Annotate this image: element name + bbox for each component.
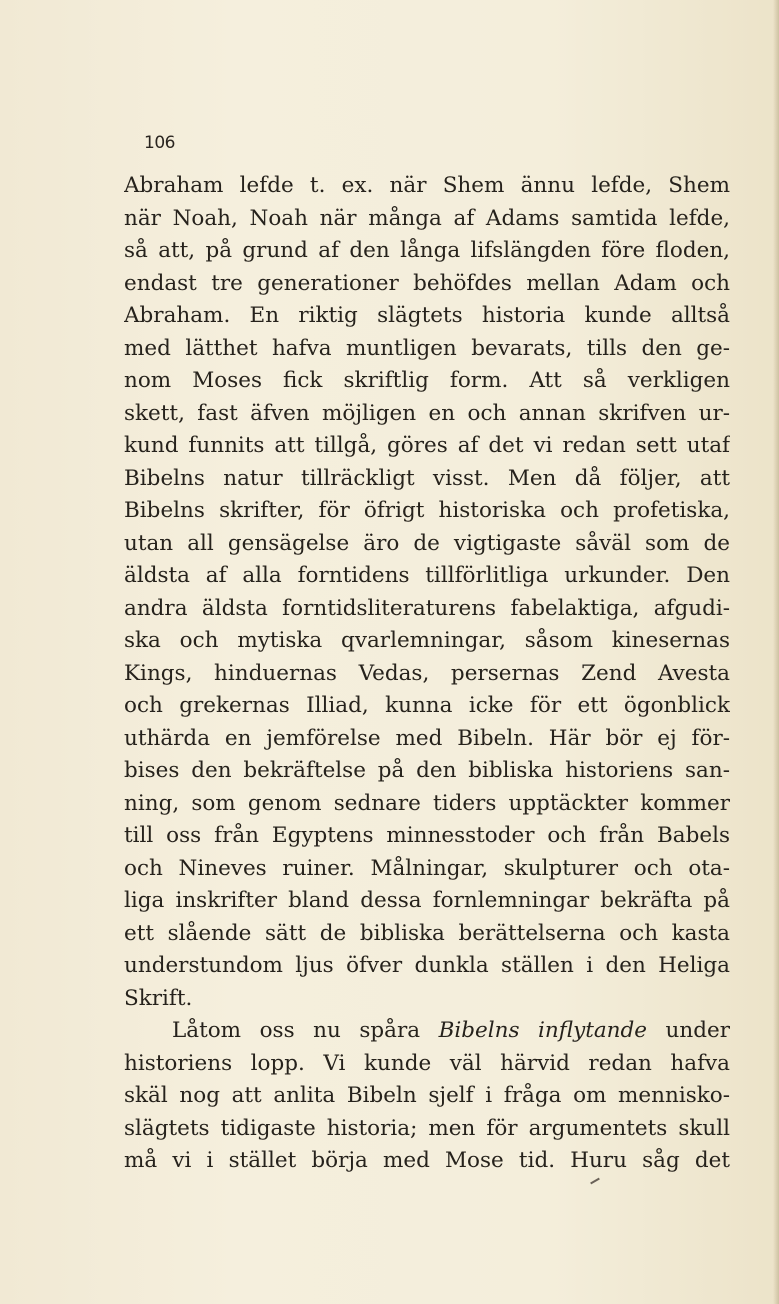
- text-line: och Nineves ruiner. Målningar, skulpturer och ota-: [124, 855, 730, 881]
- text-line: när Noah, Noah när många af Adams samtida lefde,: [124, 205, 730, 231]
- text-line: skäl nog att anlita Bibeln sjelf i fråga om mennisko-: [124, 1083, 730, 1108]
- italic-phrase: Bibelns inflytande: [438, 1018, 648, 1043]
- text-line: Abraham. En riktig slägtets historia kunde alltså: [124, 303, 730, 328]
- text-line: så att, på grund af den långa lifslängden före floden,: [124, 238, 730, 263]
- page-edge-shadow: [773, 0, 779, 1304]
- text-line: Bibelns skrifter, för öfrigt historiska och profetiska,: [124, 498, 730, 523]
- text-line: skett, fast äfven möjligen en och annan skrifven ur-: [124, 400, 730, 426]
- text-line: nom Moses fick skriftlig form. Att så verkligen: [124, 368, 730, 393]
- text-line: äldsta af alla forntidens tillförlitliga urkunder. Den: [124, 563, 730, 588]
- text-line: Skrift.: [124, 985, 193, 1011]
- text-line: till oss från Egyptens minnesstoder och från Babels: [124, 823, 730, 848]
- text-line: må vi i stället börja med Mose tid. Huru såg det: [124, 1148, 730, 1173]
- text-line: ett slående sätt de bibliska berättelserna och kasta: [124, 920, 730, 946]
- text-line: uthärda en jemförelse med Bibeln. Här bör ej för-: [124, 725, 730, 751]
- body-text: [124, 170, 730, 1178]
- print-mark: [590, 1178, 600, 1185]
- text-line: utan all gensägelse äro de vigtigaste såväl som de: [124, 530, 730, 556]
- text-line: understundom ljus öfver dunkla ställen i den Heliga: [124, 953, 730, 978]
- text-line: Abraham lefde t. ex. när Shem ännu lefde, Shem: [124, 173, 730, 198]
- text-line: ning, som genom sednare tiders upptäckter kommer: [124, 790, 730, 816]
- text-line: kund funnits att tillgå, göres af det vi redan sett utaf: [124, 433, 730, 458]
- text-line: Kings, hinduernas Vedas, persernas Zend Avesta: [124, 660, 730, 686]
- text-line: och grekernas Illiad, kunna icke för ett ögonblick: [124, 693, 730, 718]
- text-line: bises den bekräftelse på den bibliska historiens san-: [124, 758, 730, 783]
- text-line: slägtets tidigaste historia; men för argumentets skull: [124, 1115, 730, 1141]
- text-line: andra äldsta forntidsliteraturens fabelaktiga, afgudi-: [124, 595, 730, 621]
- text-run: Låtom oss nu spåra: [172, 1018, 439, 1043]
- page-number: 106: [144, 133, 175, 153]
- text-run: under: [647, 1018, 730, 1043]
- paragraph-first-line: [124, 1015, 730, 1048]
- text-line: med lätthet hafva muntligen bevarats, tills den ge-: [124, 335, 730, 361]
- text-line: liga inskrifter bland dessa fornlemningar bekräfta på: [124, 888, 730, 913]
- text-line: endast tre generationer behöfdes mellan Adam och: [124, 270, 730, 296]
- text-line: ska och mytiska qvarlemningar, såsom kinesernas: [124, 628, 730, 653]
- text-line: Bibelns natur tillräckligt visst. Men då följer, att: [124, 465, 730, 491]
- text-line: historiens lopp. Vi kunde väl härvid redan hafva: [124, 1050, 730, 1076]
